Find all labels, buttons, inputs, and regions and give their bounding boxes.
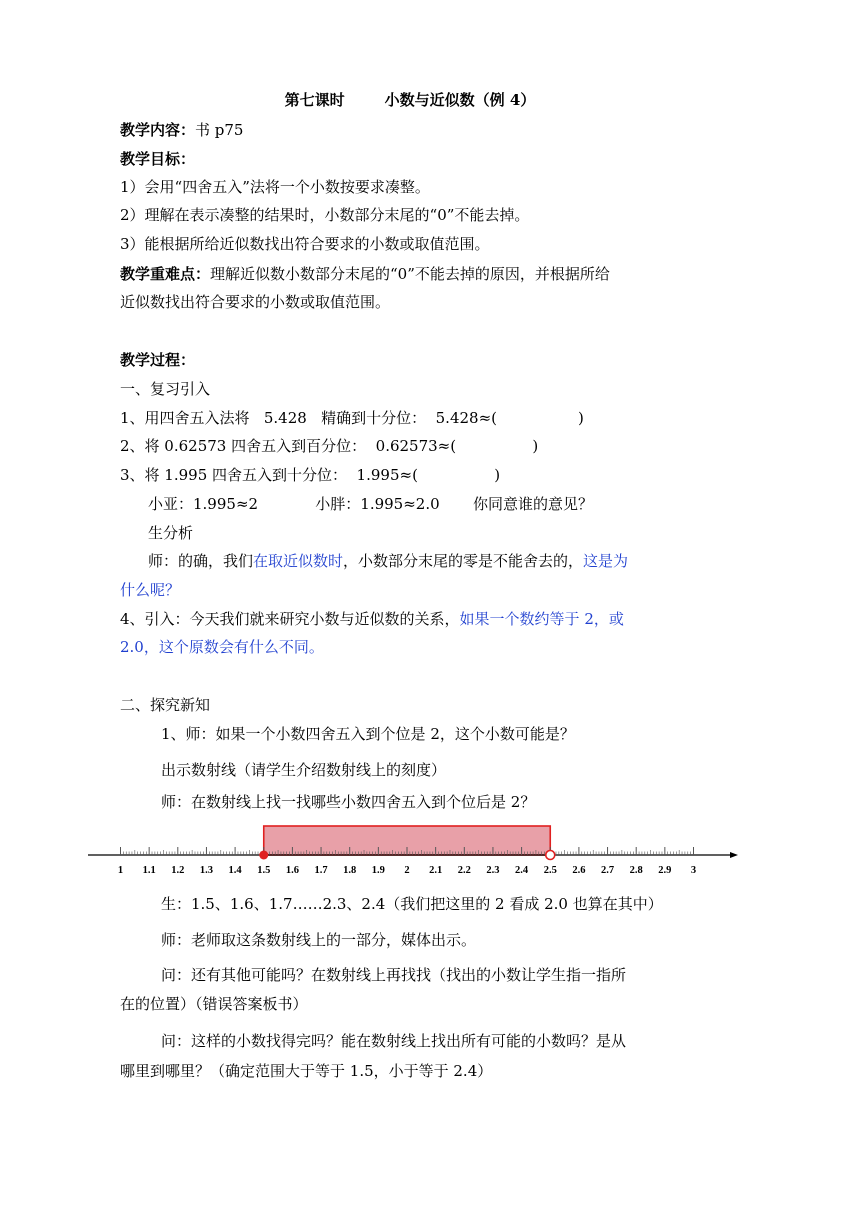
student-answer: 生：1.5、1.6、1.7……2.3、2.4（我们把这里的 2 看成 2.0 也算在其中）	[161, 895, 663, 913]
key-points-text-cont: 近似数找出符合要求的小数或取值范围。	[120, 293, 391, 311]
tick-label: 1.2	[171, 865, 185, 876]
tick-label: 2.2	[457, 865, 471, 876]
introduction	[120, 609, 624, 629]
tick-label: 1.5	[257, 865, 271, 876]
tick-label: 1.6	[285, 865, 299, 876]
introduction-text: 4、引入：今天我们就来研究小数与近似数的关系，	[120, 610, 460, 628]
tick-label: 2.1	[429, 865, 443, 876]
explore-show-line: 出示数射线（请学生介绍数射线上的刻度）	[161, 761, 447, 779]
teacher-remark-cont: 什么呢？	[120, 581, 181, 599]
teacher-media: 师：老师取这条数射线上的一部分，媒体出示。	[161, 931, 477, 949]
tick-label: 1.7	[314, 865, 328, 876]
tick-label: 2.9	[658, 865, 672, 876]
key-points-text: 理解近似数小数部分末尾的“0”不能去掉的原因，并根据所给	[210, 265, 610, 283]
ask-other-possibilities-cont: 在的位置）（错误答案板书）	[120, 995, 308, 1013]
process-label: 教学过程：	[120, 351, 196, 369]
review-question-1: 1、用四舍五入法将 5.428 精确到十分位： 5.428≈( )	[120, 409, 584, 427]
tick-label: 2.7	[600, 865, 615, 876]
tick-label: 1.1	[142, 865, 156, 876]
review-question-3: 3、将 1.995 四舍五入到十分位： 1.995≈( )	[120, 466, 501, 484]
goals-label: 教学目标：	[120, 150, 196, 168]
introduction-cont: 2.0，这个原数会有什么不同。	[120, 638, 324, 656]
content-text: 书 p75	[195, 121, 244, 139]
tick-label: 2.5	[543, 865, 557, 876]
lesson-number: 第七课时	[284, 91, 345, 109]
section-review-heading: 一、复习引入	[120, 380, 211, 398]
teacher-remark-highlight: 这是为	[583, 552, 629, 570]
review-question-2: 2、将 0.62573 四舍五入到百分位： 0.62573≈( )	[120, 437, 539, 455]
teacher-remark-text: ，小数部分末尾的零是不能舍去的，	[343, 552, 584, 570]
tick-label: 2.3	[486, 865, 500, 876]
tick-label: 1	[117, 865, 124, 876]
tick-label: 2.6	[572, 865, 586, 876]
lesson-title	[0, 90, 820, 110]
teacher-remark	[148, 551, 628, 571]
arrow-head-icon	[730, 852, 738, 858]
content-label: 教学内容：	[120, 121, 196, 139]
number-line-ticks	[121, 847, 694, 855]
teacher-remark-text: 师：的确，我们	[148, 552, 254, 570]
goal-item: 3）能根据所给近似数找出符合要求的小数或取值范围。	[120, 235, 490, 253]
explore-question: 1、师：如果一个小数四舍五入到个位是 2，这个小数可能是？	[161, 725, 575, 743]
tick-label: 1.8	[343, 865, 357, 876]
explore-find: 师：在数射线上找一找哪些小数四舍五入到个位后是 2？	[161, 793, 536, 811]
section-explore-heading: 二、探究新知	[120, 696, 211, 714]
student-analysis: 生分析	[148, 524, 194, 542]
content-line	[120, 120, 243, 140]
question-3-opinions: 小亚：1.995≈2 小胖：1.995≈2.0 你同意谁的意见？	[148, 495, 594, 513]
introduction-highlight: 如果一个数约等于 2，或	[459, 610, 624, 628]
number-line-labels	[118, 865, 696, 876]
teacher-remark-highlight: 在取近似数时	[253, 552, 344, 570]
ask-find-all-cont: 哪里到哪里？（确定范围大于等于 1.5，小于等于 2.4）	[120, 1062, 493, 1080]
ask-other-possibilities: 问：还有其他可能吗？在数射线上再找找（找出的小数让学生指一指所	[161, 966, 627, 984]
tick-label: 2.8	[629, 865, 643, 876]
goal-item: 1）会用“四舍五入”法将一个小数按要求凑整。	[120, 178, 430, 196]
tick-label: 2.4	[515, 865, 529, 876]
range-start-closed-dot	[259, 851, 268, 860]
tick-label: 1.4	[228, 865, 242, 876]
tick-label: 1.9	[371, 865, 385, 876]
tick-label: 3	[690, 865, 697, 876]
key-points-label: 教学重难点：	[120, 265, 211, 283]
tick-label: 2	[404, 865, 410, 876]
lesson-topic: 小数与近似数（例 4）	[384, 91, 536, 109]
tick-label: 1.3	[199, 865, 214, 876]
key-points-line	[120, 264, 610, 284]
number-line	[0, 822, 860, 882]
goal-item: 2）理解在表示凑整的结果时，小数部分末尾的“0”不能去掉。	[120, 206, 530, 224]
range-end-open-dot	[546, 851, 555, 860]
ask-find-all: 问：这样的小数找得完吗？能在数射线上找出所有可能的小数吗？是从	[161, 1032, 627, 1050]
